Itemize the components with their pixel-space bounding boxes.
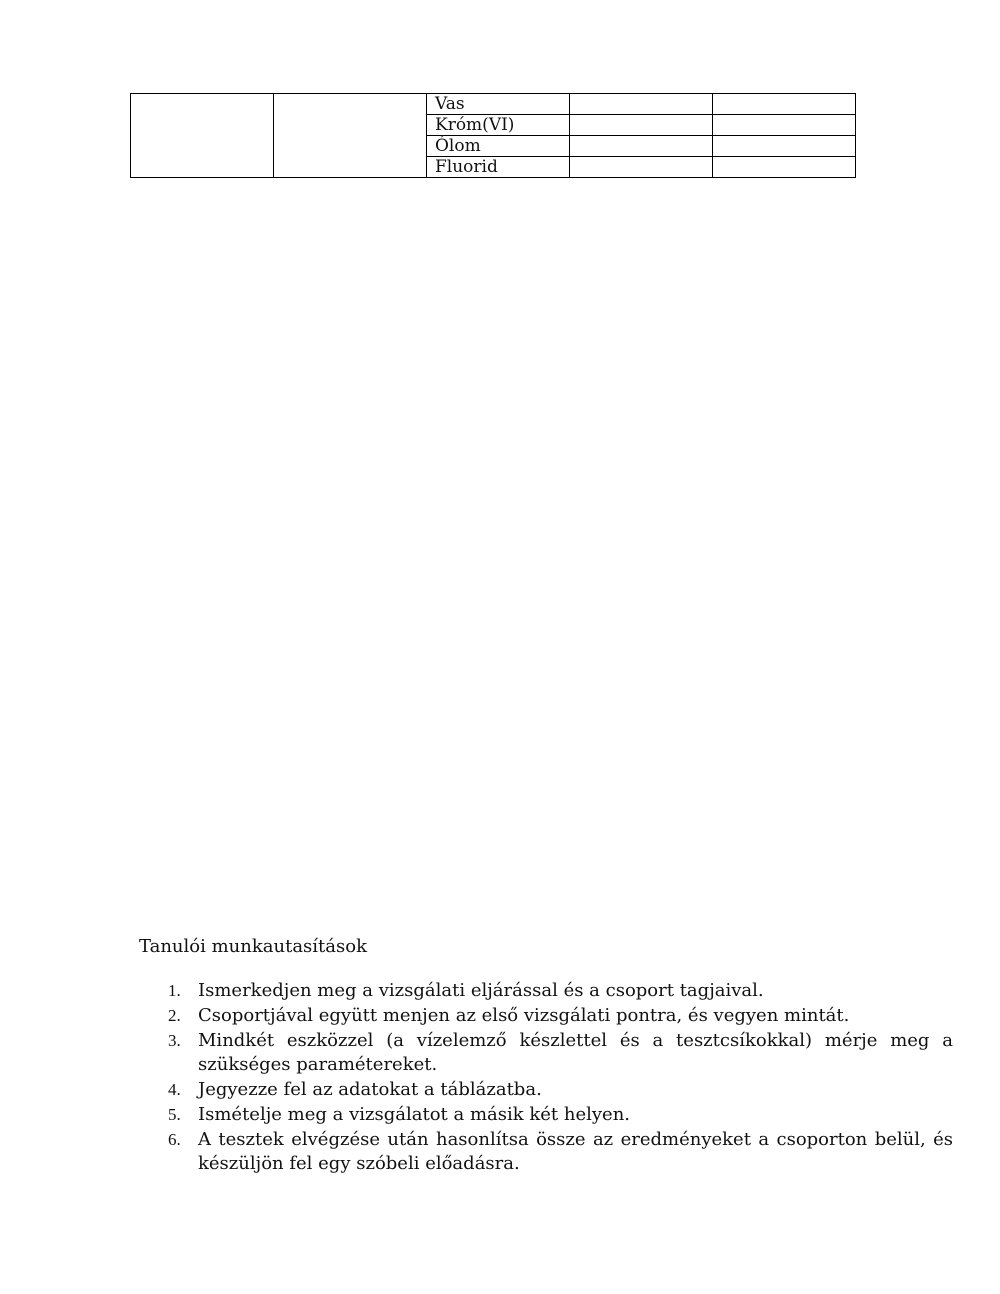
list-number: 4. bbox=[168, 1080, 181, 1099]
measurement-table bbox=[130, 93, 856, 178]
list-number: 6. bbox=[168, 1130, 181, 1149]
empty-cell bbox=[570, 115, 713, 136]
list-text: Mindkét eszközzel (a vízelemző készlettel és a tesztcsíkokkal) mérje meg a szükséges paramétereket. bbox=[198, 1030, 953, 1075]
list-item bbox=[168, 1029, 953, 1077]
parameter-cell: Vas bbox=[427, 94, 570, 115]
empty-cell bbox=[713, 136, 856, 157]
list-number: 5. bbox=[168, 1105, 181, 1124]
list-item bbox=[168, 1128, 953, 1176]
instructions-list bbox=[168, 979, 953, 1177]
parameter-cell: Ólom bbox=[427, 136, 570, 157]
list-item bbox=[168, 1103, 953, 1127]
empty-cell bbox=[713, 157, 856, 178]
list-item bbox=[168, 1078, 953, 1102]
list-text: Csoportjával együtt menjen az első vizsgálati pontra, és vegyen mintát. bbox=[198, 1005, 850, 1026]
merged-empty-cell bbox=[131, 94, 274, 178]
list-text: Ismerkedjen meg a vizsgálati eljárással és a csoport tagjaival. bbox=[198, 980, 764, 1001]
list-number: 1. bbox=[168, 981, 181, 1000]
merged-empty-cell bbox=[274, 94, 427, 178]
list-number: 3. bbox=[168, 1031, 181, 1050]
instructions-heading: Tanulói munkautasítások bbox=[139, 936, 367, 957]
empty-cell bbox=[570, 157, 713, 178]
empty-cell bbox=[570, 94, 713, 115]
empty-cell bbox=[713, 94, 856, 115]
empty-cell bbox=[713, 115, 856, 136]
list-text: A tesztek elvégzése után hasonlítsa össze az eredményeket a csoporton belül, és készüljön fel egy szóbeli előadásra. bbox=[198, 1129, 953, 1174]
list-item bbox=[168, 979, 953, 1003]
list-item bbox=[168, 1004, 953, 1028]
list-text: Jegyezze fel az adatokat a táblázatba. bbox=[198, 1079, 542, 1100]
empty-cell bbox=[570, 136, 713, 157]
list-number: 2. bbox=[168, 1006, 181, 1025]
list-text: Ismételje meg a vizsgálatot a másik két helyen. bbox=[198, 1104, 631, 1125]
parameter-cell: Fluorid bbox=[427, 157, 570, 178]
table-row bbox=[131, 94, 856, 115]
parameter-cell: Króm(VI) bbox=[427, 115, 570, 136]
